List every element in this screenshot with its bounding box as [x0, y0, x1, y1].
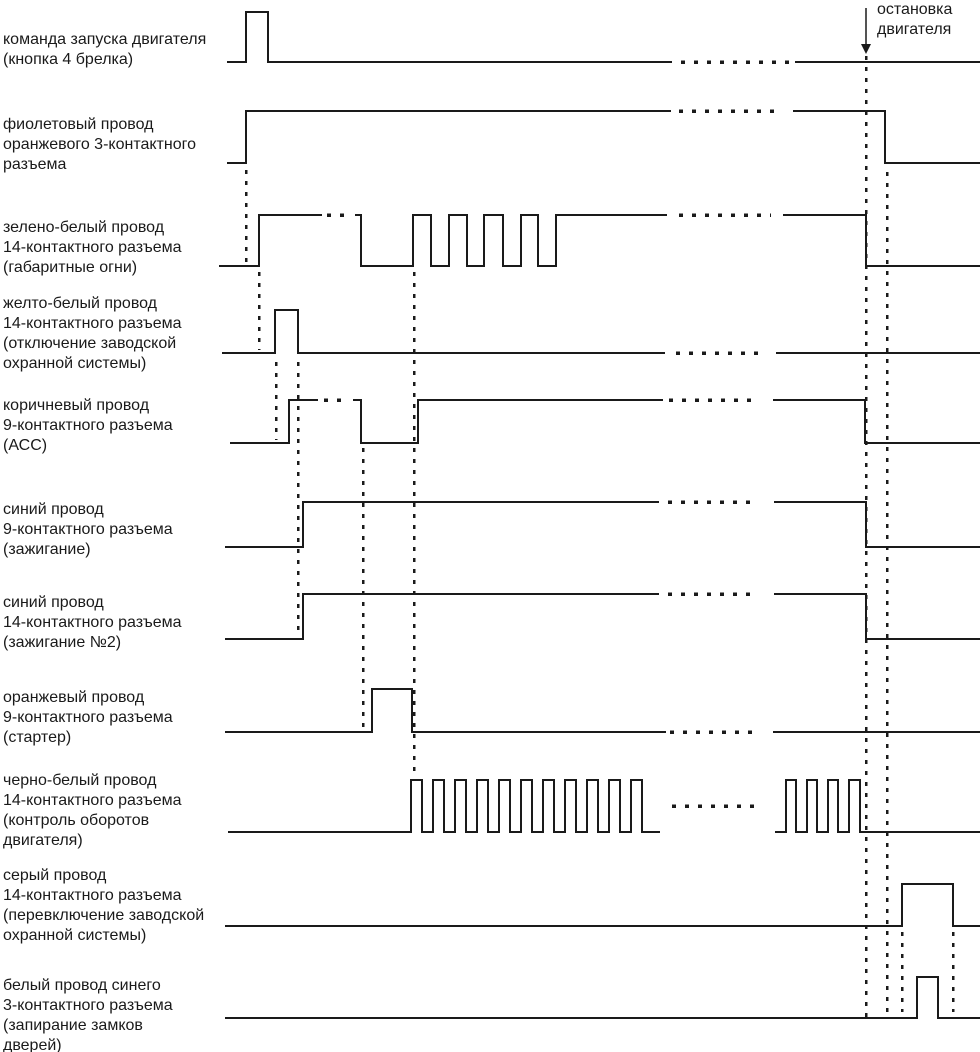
signal-label-line: (АСС) — [3, 437, 48, 454]
signal-label-blue-wire-14pin-ignition2 — [3, 593, 182, 653]
signal-label-line: (отключение заводской — [3, 335, 177, 352]
signal-label-line: (габаритные огни) — [3, 259, 138, 276]
trace-green-white-wire-14pin-parking-lights — [355, 215, 667, 266]
trace-brown-wire-9pin-acc — [353, 400, 663, 443]
engine-stop-annotation — [877, 0, 952, 40]
signal-label-line: 14-контактного разъема — [3, 792, 182, 809]
trace-brown-wire-9pin-acc — [773, 400, 980, 443]
signal-label-line: оранжевого 3-контактного — [3, 136, 196, 153]
trace-yellow-white-wire-14pin-factory-alarm-off — [222, 310, 665, 353]
signal-label-yellow-white-wire-14pin-factory-alarm-off — [3, 294, 182, 374]
signal-label-line: серый провод — [3, 867, 107, 884]
signal-label-line: коричневый провод — [3, 397, 150, 414]
signal-label-line: охранной системы) — [3, 927, 147, 944]
signal-label-line: охранной системы) — [3, 355, 147, 372]
trace-green-white-wire-14pin-parking-lights — [783, 215, 980, 266]
signal-label-line: черно-белый провод — [3, 772, 157, 789]
signal-label-line: 9-контактного разъема — [3, 521, 173, 538]
trace-violet-wire-orange-3pin — [793, 111, 980, 163]
signal-label-violet-wire-orange-3pin — [3, 115, 196, 175]
signal-label-line: синий провод — [3, 594, 104, 611]
trace-blue-wire-9pin-ignition — [774, 502, 980, 547]
trace-black-white-wire-14pin-engine-rpm — [775, 780, 980, 832]
signal-label-line: 9-контактного разъема — [3, 417, 173, 434]
engine-stop-arrow-head — [861, 44, 871, 54]
signal-label-line: команда запуска двигателя — [3, 31, 207, 48]
signal-label-line: (запирание замков — [3, 1017, 143, 1034]
signal-label-line: фиолетовый провод — [3, 116, 154, 133]
trace-orange-wire-9pin-starter — [225, 689, 666, 732]
trace-brown-wire-9pin-acc — [230, 400, 318, 443]
signal-label-gray-wire-14pin-factory-alarm-switch — [3, 866, 204, 946]
engine-stop-annotation-line2: двигателя — [877, 21, 952, 38]
signal-label-line: желто-белый провод — [3, 295, 158, 312]
signal-label-line: оранжевый провод — [3, 689, 145, 706]
signal-label-blue-wire-9pin-ignition — [3, 500, 173, 560]
signal-label-line: (стартер) — [3, 729, 72, 746]
trace-blue-wire-14pin-ignition2 — [774, 594, 980, 639]
signal-label-brown-wire-9pin-acc — [3, 396, 173, 456]
signal-label-line: 9-контактного разъема — [3, 709, 173, 726]
engine-stop-annotation-line1: остановка — [877, 1, 953, 18]
signal-label-line: (зажигание №2) — [3, 634, 122, 651]
signal-label-line: 14-контактного разъема — [3, 887, 182, 904]
signal-label-line: разъема — [3, 156, 67, 173]
signal-label-line: синий провод — [3, 501, 104, 518]
signal-label-line: 3-контактного разъема — [3, 997, 173, 1014]
signal-label-black-white-wire-14pin-engine-rpm — [3, 771, 182, 851]
signal-label-engine-start-command — [3, 30, 206, 70]
signal-label-line: (зажигание) — [3, 541, 91, 558]
signal-label-line: 14-контактного разъема — [3, 239, 182, 256]
signal-label-green-white-wire-14pin-parking-lights — [3, 218, 182, 278]
signal-label-line: 14-контактного разъема — [3, 614, 182, 631]
trace-black-white-wire-14pin-engine-rpm — [228, 780, 660, 832]
signal-label-line: зелено-белый провод — [3, 219, 165, 236]
signal-label-line: (перевключение заводской — [3, 907, 205, 924]
trace-blue-wire-14pin-ignition2 — [225, 594, 659, 639]
signal-label-line: белый провод синего — [3, 977, 161, 994]
signal-label-line: 14-контактного разъема — [3, 315, 182, 332]
signal-label-line: (контроль оборотов — [3, 812, 150, 829]
signal-label-white-wire-blue-3pin-door-lock — [3, 976, 173, 1052]
signal-label-line: двигателя) — [3, 832, 83, 849]
signal-label-orange-wire-9pin-starter — [3, 688, 173, 748]
signal-label-line: (кнопка 4 брелка) — [3, 51, 134, 68]
signal-label-line: дверей) — [3, 1037, 62, 1052]
trace-green-white-wire-14pin-parking-lights — [219, 215, 322, 266]
trace-engine-start-command — [227, 12, 672, 62]
trace-blue-wire-9pin-ignition — [225, 502, 659, 547]
trace-violet-wire-orange-3pin — [227, 111, 671, 163]
